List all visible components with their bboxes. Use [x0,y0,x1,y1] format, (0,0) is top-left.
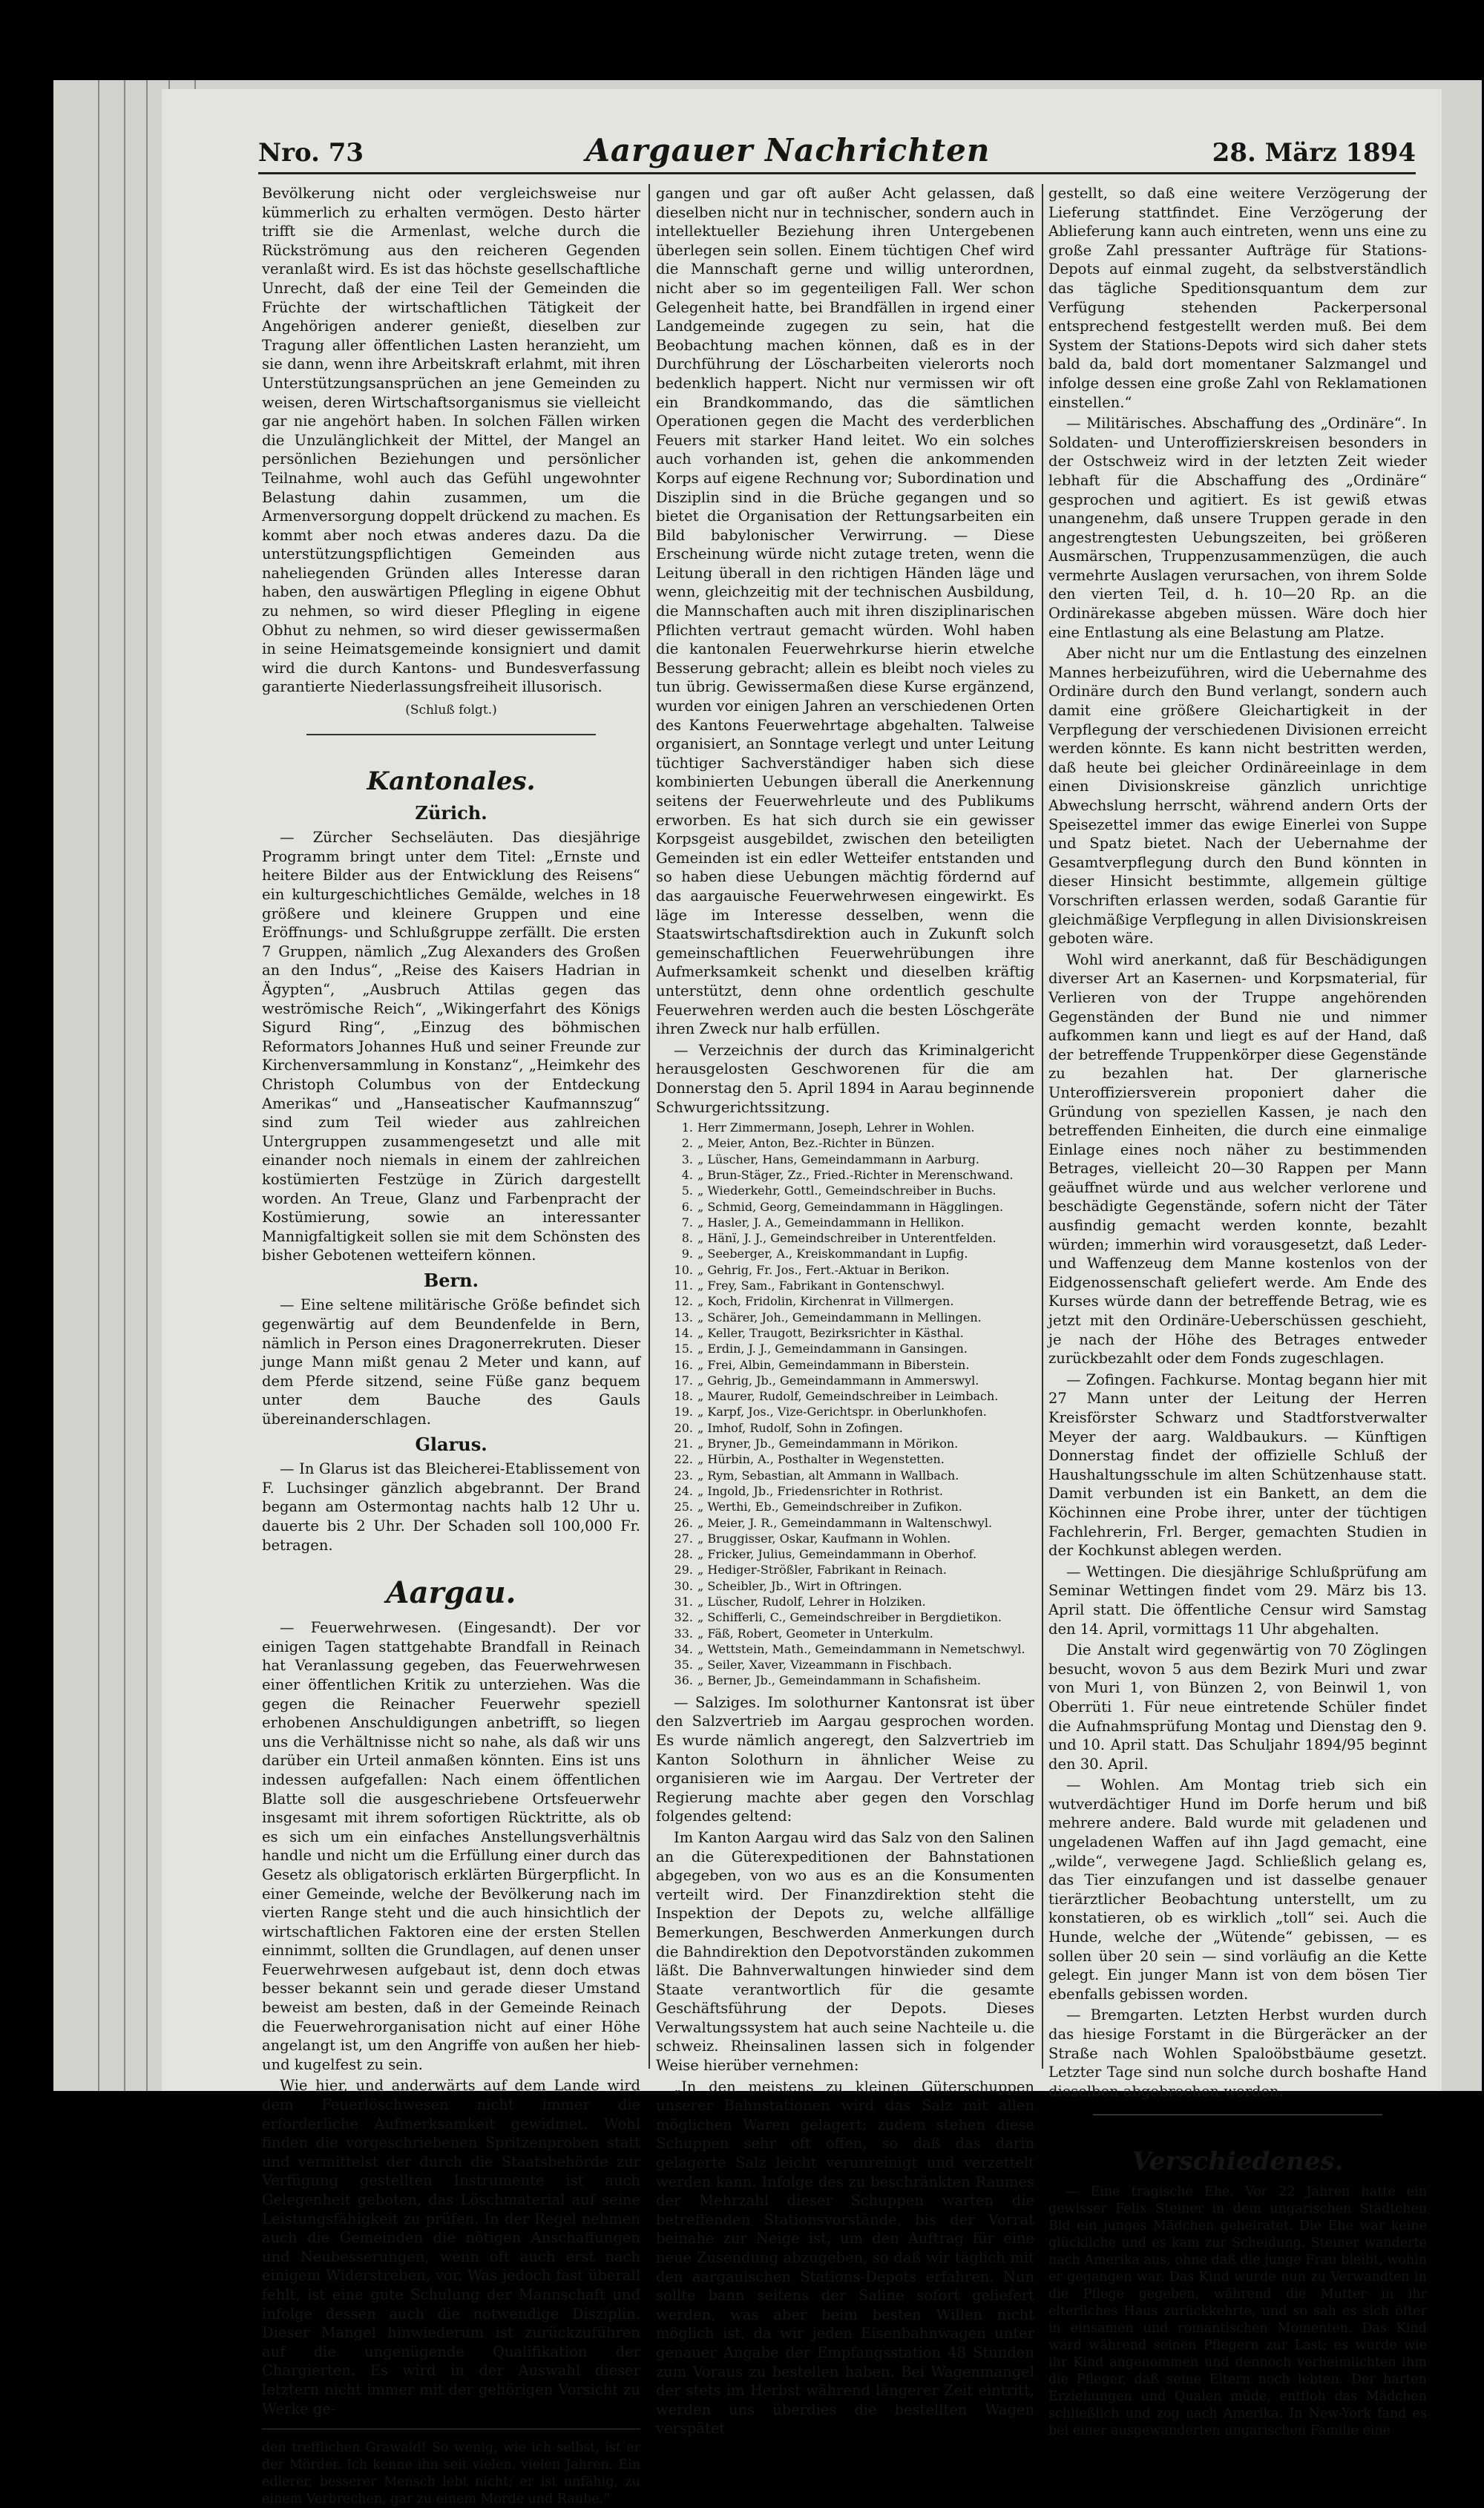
juror-number: 13. [674,1310,693,1324]
juror-entry: „ Fricker, Julius, Gemeindammann in Oberhof. [697,1547,977,1562]
article-paragraph: — Wohlen. Am Montag trieb sich ein wutverdächtiger Hund im Dorfe herum und biß mehrere andere. Bald wurde mit geladenen und ungeladenen Waffen auf ihn Jagd gemacht, eine „wilde“, verwegene Jagd. Schließlich gelang es, das Tier einzufangen und ist dasselbe genauer tierärztlicher Beobachtung unterstellt, um zu konstatieren, ob es wirklich „toll“ sei. Auch die Hunde, welche der „Wütende“ gebissen, — es sollen über 20 sein — sind vorläufig an die Kette gelegt. Ein junger Mann ist von dem bösen Tier ebenfalls gebissen worden. [1048,1776,1427,2003]
juror-entry: „ Ingold, Jb., Friedensrichter in Rothrist. [697,1483,943,1498]
juror-entry: „ Rym, Sebastian, alt Ammann in Wallbach. [697,1468,959,1483]
article-paragraph: Wohl wird anerkannt, daß für Beschädigungen diverser Art an Kasernen- und Korpsmaterial, für Verlieren von der Truppe angehörenden Gegenständen der Bund nie und nimmer aufkommen kann und liegt es auf der Hand, daß der betreffende Truppenkörper diese Gegenstände zu bezahlen hat. Der glarnerische Unteroffiziersverein proponiert daher die Gründung von speziellen Kassen, je nach den betreffenden Einheiten, die durch eine einmalige Einlage eines noch näher zu bestimmenden Betrages, vielleicht 20—30 Rappen per Mann geäuffnet würde und aus welcher verlorene und beschädigte Gegenstände, sofern nicht der Täter ausfindig gemacht werden konnte, bezahlt würden; immerhin wird vorausgesetzt, daß Leder- und Waffenzeug dem Manne kostenlos von der Eidgenossenschaft geliefert werde. Am Ende des Kurses würde dann der betreffende Betrag, wie es jetzt mit den Ordinäre-Ueberschüssen geschieht, je nach der Höhe des Betrages entweder zurückbezahlt oder dem Fonds zugeschlagen. [1048,951,1427,1368]
juror-item [656,1167,1034,1183]
juror-number: 16. [674,1357,693,1372]
juror-entry: „ Hürbin, A., Posthalter in Wegenstetten. [697,1452,945,1467]
juror-item [656,1246,1034,1261]
article-paragraph: gangen und gar oft außer Acht gelassen, daß dieselben nicht nur in technischer, sondern auch in intellektueller Beziehung ihren Untergebenen überlegen sein sollen. Einem tüchtigen Chef wird die Mannschaft gerne und willig unterordnen, nicht aber so im gegenteiligen Fall. Wer schon Gelegenheit hatte, bei Brandfällen in irgend einer Landgemeinde zugegen zu sein, hat die Beobachtung machen können, daß es in der Durchführung der Löscharbeiten vielerorts noch bedenklich happert. Nicht nur vermissen wir oft ein Brandkommando, das die sämtlichen Operationen gegen die Macht des verderblichen Feuers mit starker Hand leitet. Wo ein solches auch vorhanden ist, gehen die ankommenden Korps auf eigene Rechnung vor; Subordination und Disziplin sind in die Brüche gegangen und so bietet die Organisation der Rettungsarbeiten ein Bild babylonischer Verwirrung. — Diese Erscheinung würde nicht zutage treten, wenn die Leitung überall in den richtigen Händen läge und wenn, gleichzeitig mit der technischen Ausbildung, die Mannschaften auch mit ihren disziplinarischen Pflichten vertraut gemacht würden. Wohl haben die kantonalen Feuerwehrkurse hierin etwelche Besserung gebracht; allein es bleibt noch vieles zu tun übrig. Gewissermaßen diese Kurse ergänzend, wurden vor einigen Jahren an verschiedenen Orten des Kantons Feuerwehrtage abgehalten. Talweise organisiert, an Sonntage verlegt und unter Leitung tüchtiger Sachverständiger haben sich diese kombinierten Uebungen überall die Anerkennung seitens der Feuerwehrleute und des Publikums erworben. Es hat sich durch sie ein gewisser Korpsgeist ausgebildet, zwischen den beteiligten Gemeinden ist ein edler Wetteifer entstanden und so haben diese Uebungen mächtig fördernd auf das aargauische Feuerwehrwesen eingewirkt. Es läge im Interesse desselben, wenn die Staatswirtschaftsdirektion auch in Zukunft solch gemeinschaftlichen Feuerwehrübungen ihre Aufmerksamkeit schenkt und dieselben kräftig unterstützt, denn ohne ordentlich geschulte Feuerwehren werden auch die besten Löschgeräte ihren Zweck nur halb erfüllen. [656,185,1034,1038]
juror-number: 11. [674,1278,693,1293]
juror-number: 33. [674,1626,693,1641]
juror-number: 23. [674,1468,693,1483]
juror-entry: „ Imhof, Rudolf, Sohn in Zofingen. [697,1420,903,1435]
juror-entry: „ Hasler, J. A., Gemeindammann in Hellikon. [697,1215,965,1230]
issue-number: Nro. 73 [258,138,364,168]
column-1 [262,184,640,2507]
article-paragraph: Aber nicht nur um die Entlastung des einzelnen Mannes herbeizuführen, wird die Uebernahme des Ordinäre durch den Bund verlangt, sondern auch damit eine größere Gleichartigkeit in der Verpflegung der verschiedenen Divisionen erreicht werden könnte. Es kann nicht bestritten werden, daß heute bei gleicher Ordinäreeinlage in dem einen Divisionskreise gänzlich unrichtige Abwechslung herrscht, während andern Orts der Speisezettel immer das ewige Einerlei von Suppe und Spatz bietet. Nach der Uebernahme der Gesamtverpflegung durch den Bund könnten in dieser Hinsicht bestimmte, allgemein gültige Vorschriften erlassen werden, sodaß Garantie für gleichmäßige Verpflegung in allen Divisionskreisen geboten wäre. [1048,645,1427,948]
column-divider [649,184,650,2069]
juror-entry: Herr Zimmermann, Joseph, Lehrer in Wohlen. [697,1120,975,1135]
section-heading-kantonales: Kantonales. [367,766,536,796]
juror-item [656,1120,1034,1135]
juror-item [656,1657,1034,1672]
juror-item [656,1404,1034,1419]
article-paragraph: — In Glarus ist das Bleicherei-Etablissement von F. Luchsinger gänzlich abgebrannt. Der Brand begann am Ostermontag nachts halb 12 Uhr u. dauerte bis 2 Uhr. Der Schaden soll 100,000 Fr. betragen. [262,1460,640,1554]
juror-item [656,1278,1034,1293]
juror-item [656,1341,1034,1356]
juror-item [656,1562,1034,1578]
juror-number: 15. [674,1342,693,1356]
juror-item [656,1215,1034,1230]
juror-item [656,1293,1034,1309]
juror-item [656,1420,1034,1436]
juror-number: 4. [681,1167,693,1182]
article-paragraph: — Bremgarten. Letzten Herbst wurden durch das hiesige Forstamt in die Bürgeräcker an der Straße nach Wohlen Spaloöbstbäume gesetzt. Letzter Tage sind nun solche durch boshafte Hand dieselben abgebrochen worden. [1048,2006,1427,2100]
juror-number: 24. [674,1483,693,1498]
article-paragraph: — Verzeichnis der durch das Kriminalgericht herausgelosten Geschworenen für die am Donnerstag den 5. April 1894 in Aarau beginnende Schwurgerichtssitzung. [656,1041,1034,1116]
article-paragraph: Wie hier, und anderwärts auf dem Lande wird dem Feuerlöschwesen nicht immer die erforderliche Aufmerksamkeit gewidmet. Wohl finden die vorgeschriebenen Spritzenproben statt und vermittelst der durch die Staatsbehörde zur Verfügung gestellten Instrumente ist auch Gelegenheit geboten, das Löschmaterial auf seine Leistungsfähigkeit zu prüfen. In der Regel nehmen auch die Gemeinden die nötigen Anschaffungen und Neubesserungen, wenn oft auch erst nach einigem Widerstreben, vor. Was jedoch fast überall fehlt, ist eine gute Schulung der Mannschaft und infolge dessen auch die notwendige Disziplin. Dieser Mangel hinwiederum ist zurückzuführen auf die ungenügende Qualifikation der Chargierten. Es wird in der Auswahl dieser letztern nicht immer mit der gehörigen Vorsicht zu Werke ge- [262,2077,640,2417]
article-paragraph: Bevölkerung nicht oder vergleichsweise nur kümmerlich zu erhalten vermögen. Desto härter trifft sie die Armenlast, welche durch die Rückströmung aus den reicheren Gegenden veranlaßt wird. Es ist das höchste gesellschaftliche Unrecht, daß der eine Teil der Gemeinden die Früchte der wirtschaftlichen Tätigkeit der Angehörigen anderer genießt, dieselben zur Tragung aller öffentlichen Lasten heranzieht, um sie dann, wenn ihre Arbeitskraft erlahmt, mit ihren Unterstützungsansprüchen an jene Gemeinden zu weisen, deren Wirtschaftsorganismus sie vielleicht gar nie angehört haben. In solchen Fällen wirken die Unzulänglichkeit der Mittel, der Mangel an persönlichen Beziehungen und persönlicher Teilnahme, wohl auch das Gefühl ungewohnter Belastung dahin zusammen, um die Armenversorgung doppelt drückend zu machen. Es kommt aber noch etwas anderes dazu. Da die unterstützungspflichtigen Gemeinden aus naheliegenden Gründen alles Interesse daran haben, den auswärtigen Pflegling in eigene Obhut zu nehmen, so wird dieser Pflegling in eigene Obhut zu nehmen, so wird dieser gewissermaßen in seine Heimatsgemeinde konsigniert und damit wird die durch Kantons- und Bundesverfassung garantierte Niederlassungsfreiheit illusorisch. [262,185,640,696]
juror-item [656,1183,1034,1198]
article-paragraph: — Zürcher Sechseläuten. Das diesjährige Programm bringt unter dem Titel: „Ernste und heitere Bilder aus der Entwicklung des Reisens“ ein kulturgeschichtliches Gemälde, welches in 18 größere und kleinere Gruppen und eine Eröffnungs- und Schlußgruppe zerfällt. Die ersten 7 Gruppen, nämlich „Zug Alexanders des Großen an den Indus“, „Reise des Kaisers Hadrian in Ägypten“, „Ausbruch Attilas gegen das weströmische Reich“, „Wikingerfahrt des Königs Sigurd Ring“, „Einzug des böhmischen Reformators Johannes Huß und seiner Freunde zur Kirchenversammlung in Konstanz“, „Heimkehr des Christoph Columbus von der Entdeckung Amerikas“ und „Hanseatischer Kaufmannszug“ sind zum Teil wieder aus zahlreichen Untergruppen zusammengesetzt und alle mit einander noch niemals in einem der zahlreichen kostümierten Festzüge in Zürich dargestellt worden. An Treue, Glanz und Farbenpracht der Kostümierung, sowie an interessanter Mannigfaltigkeit sollen sie mit dem Schönsten des bisher Gebotenen wetteifern können. [262,829,640,1264]
juror-item [656,1626,1034,1641]
juror-entry: „ Hänï, J. J., Gemeindschreiber in Unterentfelden. [697,1231,997,1246]
juror-number: 8. [681,1231,693,1246]
section-divider [1093,2114,1382,2115]
juror-entry: „ Fäß, Robert, Geometer in Unterkulm. [697,1626,933,1641]
juror-entry: „ Meier, J. R., Gemeindammann in Waltenschwyl. [697,1515,993,1530]
article-paragraph: — Wettingen. Die diesjährige Schlußprüfung am Seminar Wettingen findet vom 29. März bis 13. April statt. Die öffentliche Censur wird Samstag den 14. April, vormittags 11 Uhr abgehalten. [1048,1563,1427,1638]
juror-entry: „ Lüscher, Rudolf, Lehrer in Holziken. [697,1595,926,1609]
juror-number: 21. [674,1437,693,1451]
juror-number: 2. [681,1136,693,1151]
juror-item [656,1546,1034,1562]
juror-entry: „ Scheibler, Jb., Wirt in Oftringen. [697,1578,902,1593]
juror-item [656,1135,1034,1151]
juror-item [656,1594,1034,1609]
juror-item [656,1262,1034,1278]
juror-number: 10. [674,1262,693,1277]
newspaper-page [162,89,1442,2507]
article-paragraph: „In den meistens zu kleinen Güterschuppen unserer Bahnstationen wird das Salz mit allen möglichen Waren gelagert; zudem stehen diese Schuppen sehr oft offen, so daß das darin gelagerte Salz leicht verunreinigt und verzettelt werden kann. Infolge des zu beschränkten Raumes der Mehrzahl dieser Schuppen warten die betreffenden Stationsvorstände, bis der Vorrat beinahe zur Neige ist, um den Auftrag für eine neue Zusendung abzugeben, so daß wir täglich mit den aargauischen Stations-Depots erfahren. Nun sollte bann seitens der Saline sofort geliefert werden, was aber beim besten Willen nicht möglich ist, da wir jeden Eisenbahnwagen unter genauer Angabe der Empfangsstation 48 Stunden zum Voraus zu bestellen haben. Bei Wagenmangel der stets im Herbst während längerer Zeit eintritt, werden uns überdies die bestellten Wagen verspätet [656,2078,1034,2438]
juror-number: 30. [674,1578,693,1593]
juror-entry: „ Wettstein, Math., Gemeindammann in Nemetschwyl. [697,1641,1025,1656]
article-paragraph: — Salziges. Im solothurner Kantonsrat ist über den Salzvertrieb im Aargau gesprochen worden. Es wurde nämlich angeregt, den Salzvertrieb im Kanton Solothurn in ähnlicher Weise zu organisieren wie im Aargau. Der Vertreter der Regierung machte aber gegen den Vorschlag folgendes geltend: [656,1693,1034,1825]
subheading-bern: Bern. [423,1269,479,1291]
juror-number: 5. [681,1184,693,1198]
juror-item [656,1531,1034,1546]
juror-entry: „ Werthi, Eb., Gemeindschreiber in Zufikon. [697,1500,962,1514]
subheading-zuerich: Zürich. [415,801,487,824]
continued-note: (Schluß folgt.) [405,703,497,718]
article-paragraph: gestellt, so daß eine weitere Verzögerung der Lieferung stattfindet. Eine Verzögerung der Ablieferung kann auch eintreten, wenn uns eine zu große Zahl pressanter Aufträge für Stations-Depots auf einmal zugeht, da selbstverständlich das tägliche Speditionsquantum dem zur Verfügung stehenden Packerpersonal entsprechend festgestellt werden muß. Bei dem System der Stations-Depots wird sich daher stets bald da, bald dort momentaner Salzmangel und infolge dessen eine große Zahl von Reklamationen einstellen.“ [1048,185,1427,411]
juror-entry: „ Bryner, Jb., Gemeindammann in Mörikon. [697,1437,959,1451]
juror-number: 34. [674,1641,693,1656]
juror-item [656,1388,1034,1404]
juror-item [656,1483,1034,1499]
juror-number: 25. [674,1500,693,1514]
page-edge [146,80,148,2091]
juror-entry: „ Berner, Jb., Gemeindammann in Schafisheim. [697,1673,981,1688]
juror-item [656,1199,1034,1215]
juror-entry: „ Keller, Traugott, Bezirksrichter in Kästhal. [697,1325,964,1340]
juror-entry: „ Erdin, J. J., Gemeindammann in Gansingen. [697,1342,968,1356]
article-paragraph: — Militärisches. Abschaffung des „Ordinäre“. In Soldaten- und Unteroffizierskreisen besonders in der Ostschweiz wird in der letzten Zeit wieder lebhaft für die Abschaffung des „Ordinäre“ gesprochen und agitiert. Es ist gewiß etwas unangenehm, daß unsere Truppen gerade in den angestrengtesten Uebungszeiten, bei größeren Ausmärschen, Truppenzusammenzügen, die auch vermehrte Auslagen verursachen, von ihrem Solde den vierten Teil, d. h. 10—20 Rp. an die Ordinärekasse abgeben müssen. Wäre doch hier eine Entlastung als eine Belastung am Platze. [1048,415,1427,641]
juror-entry: „ Koch, Fridolin, Kirchenrat in Villmergen. [697,1294,954,1309]
page-edge [124,80,125,2091]
section-divider [306,734,596,735]
juror-entry: „ Maurer, Rudolf, Gemeindschreiber in Leimbach. [697,1389,999,1404]
juror-number: 20. [674,1420,693,1435]
juror-entry: „ Frei, Albin, Gemeindammann in Biberstein. [697,1357,970,1372]
juror-number: 28. [674,1547,693,1562]
juror-number: 14. [674,1325,693,1340]
juror-entry: „ Karpf, Jos., Vize-Gerichtspr. in Oberlunkhofen. [697,1405,987,1419]
juror-number: 36. [674,1673,693,1688]
article-paragraph: — Feuerwehrwesen. (Eingesandt). Der vor einigen Tagen stattgehabte Brandfall in Reinach hat Veranlassung gegeben, das Feuerwehrwesen einer öffentlichen Kritik zu unterziehen. Was die gegen die Reinacher Feuerwehr speziell erhobenen Anschuldigungen anbetrifft, so liegen uns die Verhältnisse nicht so nahe, als daß wir uns darüber ein Urteil anmaßen könnten. Eins ist uns indessen aufgefallen: Nach einem öffentlichen Blatte soll die ausgeschriebene Ortsfeuerwehr insgesamt mit ihrem sofortigen Rücktritte, als ob es sich um ein einfaches Anstellungsverhältnis handle und nicht um die Erfüllung einer durch das Gesetz als obligatorisch erklärten Bürgerpflicht. In einer Gemeinde, welche der Bevölkerung nach im vierten Range steht und die auch hinsichtlich der wirtschaftlichen Faktoren eine der ersten Stellen einnimmt, sollten die Grundlagen, auf denen unser Feuerwehrwesen aufgebaut ist, denn doch etwas besser bekannt sein und gerade dieser Umstand beweist am besten, daß in der Gemeinde Reinach die Feuerwehrorganisation nicht auf einer Höhe angelangt ist, um den Angriffe von außen her hieb- und kugelfest zu sein. [262,1619,640,2073]
column-divider [1042,184,1043,2069]
juror-item [656,1468,1034,1483]
juror-list [656,1120,1034,1689]
juror-item [656,1325,1034,1341]
juror-entry: „ Lüscher, Hans, Gemeindammann in Aarburg. [697,1152,979,1166]
juror-number: 35. [674,1658,693,1672]
juror-entry: „ Gehrig, Jb., Gemeindammann in Ammerswyl. [697,1373,979,1388]
juror-number: 27. [674,1531,693,1546]
feuilleton-text: den trefflichen Grawald! So wenig, wie ich selbst, ist er der Mörder. Ich kenne ihn seit vielen, vielen Jahren. Ein edlerer, besserer Mensch lebt nicht; er ist unfähig, zu einem Verbrechen, gar zu einem Morde und Raube.“ [262,2440,640,2507]
juror-number: 1. [681,1120,693,1135]
juror-number: 32. [674,1610,693,1625]
subheading-glarus: Glarus. [415,1433,487,1455]
article-paragraph: — Eine seltene militärische Größe befindet sich gegenwärtig auf dem Beundenfelde in Bern, nämlich in Person eines Dragonerrekruten. Dieser junge Mann mißt genau 2 Meter und kann, auf dem Pferde sitzend, seine Füße ganz bequem unter dem Bauche des Gauls übereinanderschlagen. [262,1296,640,1428]
juror-item [656,1515,1034,1531]
juror-entry: „ Seeberger, A., Kreiskommandant in Lupfig. [697,1247,968,1261]
article-paragraph: — Eine tragische Ehe. Vor 22 Jahren hatte ein gewisser Felix Steiner in dem ungarischen Städtchen Bld ein junges Mädchen geheiratet. Die Ehe war keine glückliche und es kam zur Scheidung. Steiner wanderte nach Amerika aus, ohne daß die junge Frau bleibt, wohin er gegangen war. Das Kind wurde nun zu Verwandten in die Pflege gegeben, während die Mutter in ihr elterliches Haus zurückkehrte, und so sah es sich öfter in einsamen und romantischen Momenten. Das Kind ward während seinen Pflegern zur Last; es wurde wie ihr Kind angenommen und dennoch verheimlichten ihm die Pfleger, daß seine Eltern noch lebten. Der harten Erziehungen und Qualen müde, entfloh das Mädchen schließlich und zog nach Amerika. In New-York fand es bei einer ausgewanderten ungarischen Familie eine [1048,2184,1427,2439]
juror-item [656,1152,1034,1167]
juror-entry: „ Seiler, Xaver, Vizeammann in Fischbach. [697,1658,952,1672]
juror-item [656,1578,1034,1594]
juror-number: 6. [681,1199,693,1214]
juror-number: 18. [674,1389,693,1404]
juror-number: 26. [674,1515,693,1530]
juror-item [656,1357,1034,1373]
column-3 [1048,184,1427,2439]
juror-entry: „ Meier, Anton, Bez.-Richter in Bünzen. [697,1136,935,1151]
juror-entry: „ Hediger-Strößler, Fabrikant in Reinach. [697,1563,947,1578]
juror-number: 17. [674,1373,693,1388]
juror-entry: „ Gehrig, Fr. Jos., Fert.-Aktuar in Berikon. [697,1262,950,1277]
newspaper-title: Aargauer Nachrichten [585,132,991,168]
juror-item [656,1436,1034,1451]
juror-entry: „ Wiederkehr, Gottl., Gemeindschreiber in Buchs. [697,1184,997,1198]
section-heading-aargau: Aargau. [386,1575,516,1611]
issue-date: 28. März 1894 [1212,138,1416,168]
juror-entry: „ Schärer, Joh., Gemeindammann in Mellingen. [697,1310,982,1324]
juror-number: 9. [681,1247,693,1261]
juror-item [656,1230,1034,1246]
juror-entry: „ Schmid, Georg, Gemeindammann in Hägglingen. [697,1199,1004,1214]
juror-entry: „ Schifferli, C., Gemeindschreiber in Bergdietikon. [697,1610,1002,1625]
juror-number: 7. [681,1215,693,1230]
juror-item [656,1672,1034,1688]
article-paragraph: Die Anstalt wird gegenwärtig von 70 Zöglingen besucht, wovon 5 aus dem Bezirk Muri und zwar von Muri 1, von Bünzen 2, von Beinwil 1, von Oberrüti 1. Für neue eintretende Schüler findet die Aufnahmsprüfung Montag und Dienstag den 9. und 10. April statt. Das Schuljahr 1894/95 beginnt den 30. April. [1048,1641,1427,1773]
juror-item [656,1373,1034,1388]
juror-item [656,1499,1034,1514]
juror-number: 12. [674,1294,693,1309]
juror-entry: „ Frey, Sam., Fabrikant in Gontenschwyl. [697,1278,945,1293]
juror-number: 31. [674,1595,693,1609]
juror-number: 3. [681,1152,693,1166]
juror-number: 29. [674,1563,693,1578]
article-paragraph: — Zofingen. Fachkurse. Montag begann hier mit 27 Mann unter der Leitung der Herren Kreisförster Schwarz und Stadtforstverwalter Meyer der aarg. Waldbaukurs. — Künftigen Donnerstag findet der offizielle Schluß der Haushaltungsschule im alten Schützenhause statt. Damit verbunden ist ein Bankett, an dem die Köchinnen eine Probe ihrer, unter der tüchtigen Fachlehrerin, Frl. Berger, gemachten Studien in der Kochkunst ablegen werden. [1048,1370,1427,1560]
juror-item [656,1451,1034,1467]
juror-item [656,1609,1034,1625]
juror-item [656,1310,1034,1325]
juror-item [656,1641,1034,1657]
masthead [258,132,1416,174]
juror-number: 19. [674,1405,693,1419]
page-edge [98,80,99,2091]
juror-entry: „ Brun-Stäger, Zz., Fried.-Richter in Merenschwand. [697,1167,1014,1182]
section-heading-verschiedenes: Verschiedenes. [1132,2147,1344,2177]
article-paragraph: Im Kanton Aargau wird das Salz von den Salinen an die Güterexpeditionen der Bahnstationen abgegeben, von wo aus es an die Konsumenten verteilt wird. Der Finanzdirektion steht die Inspektion der Depots zu, welche allfällige Bemerkungen, Beschwerden Anmerkungen durch die Bahndirektion den Depotvorständen zukommen läßt. Die Bahnverwaltungen hinwieder sind dem Staate verantwortlich für die gesamte Geschäftsführung der Depots. Dieses Verwaltungssystem hat auch seine Nachteile u. die schweiz. Rheinsalinen lassen sich in folgender Weise hierüber vernehmen: [656,1828,1034,2075]
juror-entry: „ Bruggisser, Oskar, Kaufmann in Wohlen. [697,1531,951,1546]
column-2 [656,184,1034,2438]
juror-number: 22. [674,1452,693,1467]
